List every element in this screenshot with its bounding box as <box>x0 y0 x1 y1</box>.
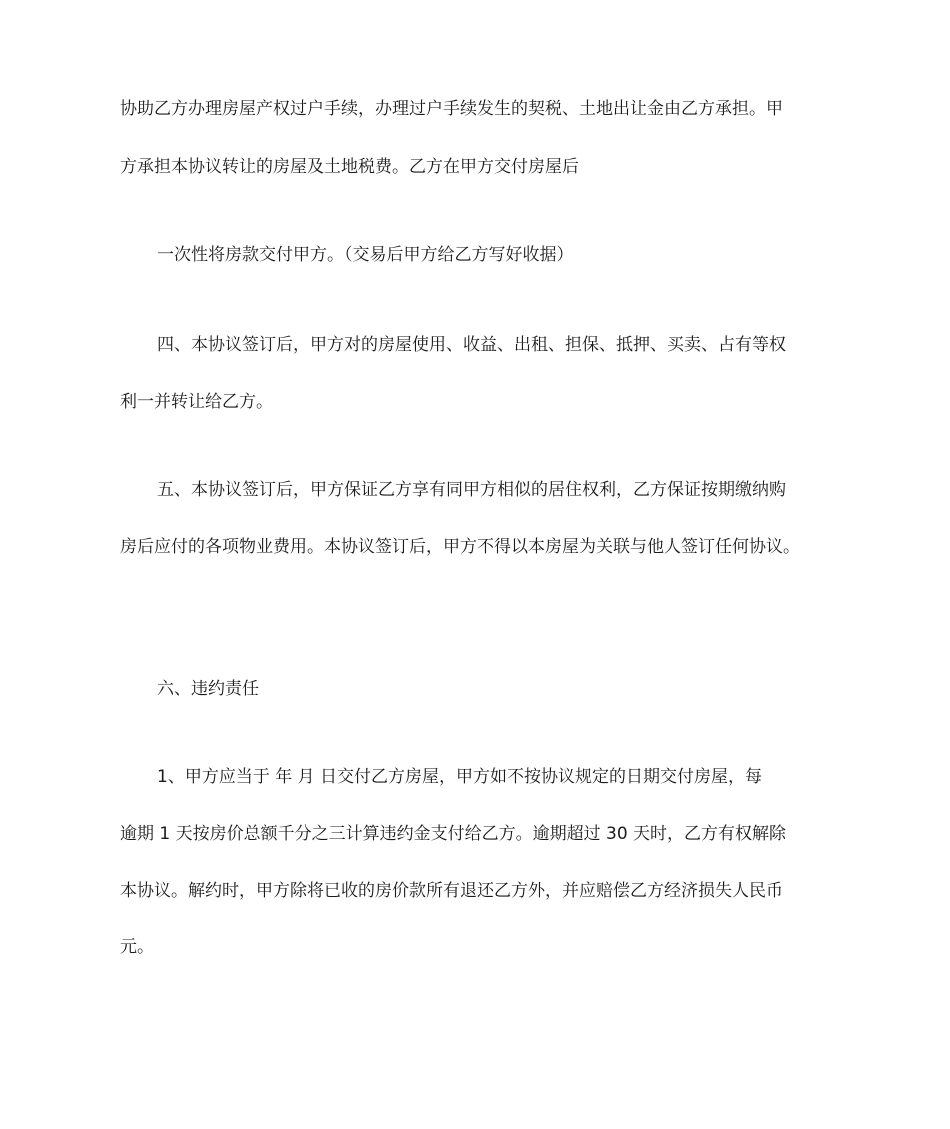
paragraph-line-2: 方承担本协议转让的房屋及土地税费。乙方在甲方交付房屋后 <box>120 157 579 177</box>
paragraph-line-3: 一次性将房款交付甲方。（交易后甲方给乙方写好收据） <box>157 245 574 265</box>
breach-item-1-line-4: 元。 <box>120 937 154 957</box>
clause-4-line-1: 四、本协议签订后，甲方对的房屋使用、收益、出租、担保、抵押、买卖、占有等权 <box>157 335 786 355</box>
paragraph-line-1: 协助乙方办理房屋产权过户手续，办理过户手续发生的契税、土地出让金由乙方承担。甲 <box>120 99 783 119</box>
breach-item-1-line-2: 逾期 1 天按房价总额千分之三计算违约金支付给乙方。逾期超过 30 天时，乙方有权解除 <box>120 824 787 844</box>
breach-item-1-line-1: 1、甲方应当于 年 月 日交付乙方房屋，甲方如不按协议规定的日期交付房屋，每 <box>157 767 763 787</box>
breach-item-1-line-3: 本协议。解约时，甲方除将已收的房价款所有退还乙方外，并应赔偿乙方经济损失人民币 <box>120 881 783 901</box>
clause-4-line-2: 利一并转让给乙方。 <box>120 392 273 412</box>
section-heading-breach: 六、违约责任 <box>157 679 259 699</box>
clause-5-line-2: 房后应付的各项物业费用。本协议签订后，甲方不得以本房屋为关联与他人签订任何协议。 <box>120 537 800 557</box>
clause-5-line-1: 五、本协议签订后，甲方保证乙方享有同甲方相似的居住权利，乙方保证按期缴纳购 <box>157 480 786 500</box>
